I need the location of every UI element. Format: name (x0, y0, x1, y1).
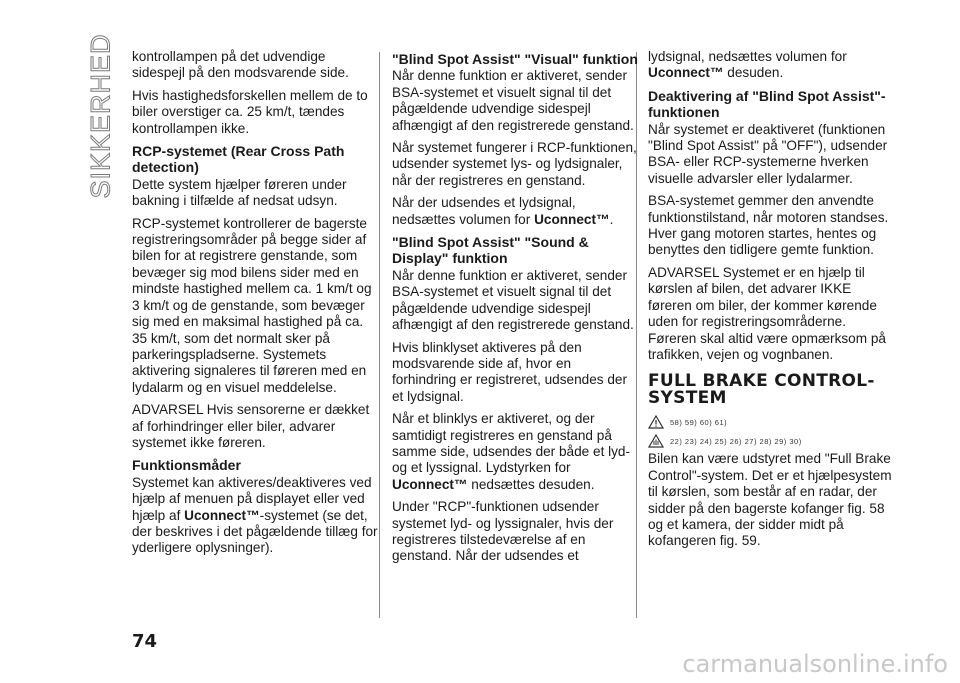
paragraph: Hvis hastighedsforskellen mellem de to biler overstiger ca. 25 km/t, tændes kontrollampen ikke. (132, 87, 368, 136)
text: desuden. (723, 65, 784, 81)
paragraph: Når systemet er deaktiveret (funktionen "Blind Spot Assist" på "OFF"), udsender BSA- eller RCP-systemerne hverken visuelle advarsler eller lydalarmer. (648, 121, 888, 186)
heading-bsa-visual: "Blind Spot Assist" "Visual" funktion (392, 51, 638, 67)
section-tab (85, 33, 116, 199)
paragraph: BSA-systemet gemmer den anvendte funktionstilstand, når motoren standses. Hver gang motoren startes, hentes og benyttes den tidligere gemte funktion. (648, 193, 889, 258)
column-2 (392, 49, 638, 571)
column-1 (132, 49, 378, 563)
text: . (609, 211, 614, 227)
paragraph (132, 475, 378, 557)
caution-refs-row (648, 432, 894, 450)
column-divider (379, 52, 380, 618)
heading-funktionsmader: Funktionsmåder (132, 457, 241, 474)
uconnect-term: Uconnect™ (392, 476, 468, 492)
paragraph-warning: ADVARSEL Systemet er en hjælp til kørslen af bilen, det advarer IKKE føreren om biler, der kommer kørende uden for registreringsområderne. Føreren skal altid være opmærksom på trafikken, vejen og vognbanen. (648, 264, 886, 362)
paragraph: kontrollampen på det udvendige sidespejl på den modsvarende side. (132, 49, 349, 81)
text: -systemet (se det, der beskrives i det pågældende tillæg for yderligere oplysninger). (132, 507, 378, 556)
heading-deaktivering: Deaktivering af "Blind Spot Assist"-funktionen (648, 87, 886, 121)
paragraph (392, 411, 638, 493)
text: Når der udsendes et lydsignal, nedsættes volumen for (392, 195, 576, 227)
section-tab-label: SIKKERHED (85, 33, 116, 199)
paragraph: Når denne funktion er aktiveret, sender BSA-systemet et visuelt signal til det pågældende udvendige sidespejl afhængigt af den registrerede genstand. (392, 68, 634, 133)
uconnect-term: Uconnect™ (184, 507, 260, 523)
paragraph (648, 49, 894, 82)
uconnect-term: Uconnect™ (648, 65, 724, 81)
page-number: 74 (132, 631, 158, 652)
paragraph-warning: ADVARSEL Hvis sensorerne er dækket af forhindringer eller biler, advarer systemet ikke føreren. (132, 402, 370, 450)
paragraph: Når denne funktion er aktiveret, sender BSA-systemet et visuelt signal til det pågældende udvendige sidespejl afhængigt af den registrerede genstand. (392, 267, 634, 333)
uconnect-term: Uconnect™ (534, 211, 610, 227)
heading-full-brake-control: FULL BRAKE CONTROL-SYSTEM (648, 371, 875, 409)
paragraph: Hvis blinklyset aktiveres på den modsvarende side af, hvor en forhindring er registreret, udsendes der et lydsignal. (392, 339, 627, 404)
column-3 (648, 49, 894, 556)
warning-refs-row (648, 413, 894, 431)
heading-bsa-sound-display: "Blind Spot Assist" "Sound & Display" funktion (392, 234, 589, 267)
paragraph: RCP-systemet kontrollerer de bagerste registreringsområder på begge sider af bilen for at registrere genstande, som bevæger sig mod bilens sider med en mindste hastighed mellem ca. 1 km/t og 3 km/t og de genstande, som bevæger sig med en maksimal hastighed på ca. 35 km/t, som det normalt sker på parkeringspladserne. Systemets aktivering signaleres til føreren med en lydalarm og en visuel meddelelse. (132, 215, 372, 395)
caution-refs: 22) 23) 24) 25) 26) 27) 28) 29) 30) (670, 436, 802, 446)
text: Systemet kan aktiveres/deaktiveres ved hjælp af menuen på displayet eller ved hjælp af (132, 474, 372, 523)
text: lydsignal, nedsættes volumen for (648, 49, 847, 64)
paragraph (392, 195, 638, 228)
text: nedsættes desuden. (467, 476, 595, 492)
paragraph: Når systemet fungerer i RCP-funktionen, udsender systemet lys- og lydsignaler, når der registreres en genstand. (392, 140, 637, 188)
warning-refs: 58) 59) 60) 61) (670, 417, 728, 427)
paragraph: Dette system hjælper føreren under bakning i tilfælde af nedsat udsyn. (132, 176, 347, 209)
paragraph: Bilen kan være udstyret med "Full Brake Control"-system. Det er et hjælpesystem til kørslen, som består af en radar, der sidder på den bagerste kofanger fig. 58 og et kamera, der sidder midt på kofangeren fig. 59. (648, 451, 892, 549)
watermark: carmanualsonline.info (682, 650, 948, 678)
paragraph: Under "RCP"-funktionen udsender systemet lyd- og lyssignaler, hvis der registreres tilstedeværelse af en genstand. Når der udsendes et (392, 499, 614, 564)
warning-triangle-icon (648, 415, 664, 429)
text: Når et blinklys er aktiveret, og der samtidigt registreres en genstand på samme side, udsendes der både et lyd- og et lyssignal. Lydstyrken for (392, 411, 631, 476)
caution-hand-icon (648, 434, 664, 448)
heading-rcp: RCP-systemet (Rear Cross Path detection) (132, 143, 345, 176)
